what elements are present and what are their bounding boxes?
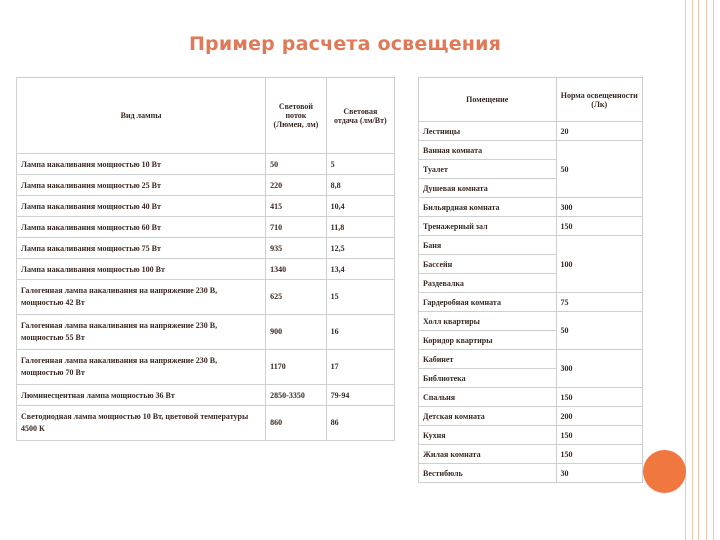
table-row	[419, 407, 643, 426]
norm-value-cell: 30	[556, 464, 643, 483]
lamp-flux-cell: 2850-3350	[266, 385, 327, 406]
lamp-type-cell: Галогенная лампа накаливания на напряжение 230 В, мощностью 55 Вт	[17, 315, 266, 350]
lamp-header-type: Вид лампы	[17, 78, 266, 154]
illuminance-norm-table	[418, 77, 643, 483]
lamp-efficacy-cell: 79-94	[326, 385, 394, 406]
lamp-flux-cell: 220	[266, 175, 327, 196]
table-row	[17, 280, 395, 315]
table-row	[17, 196, 395, 217]
room-name-cell: Баня	[419, 236, 557, 255]
norm-value-cell: 150	[556, 445, 643, 464]
lamp-flux-cell: 935	[266, 238, 327, 259]
table-row	[17, 217, 395, 238]
room-name-cell: Вестибюль	[419, 464, 557, 483]
room-name-cell: Раздевалка	[419, 274, 557, 293]
room-name-cell: Кабинет	[419, 350, 557, 369]
norm-value-cell: 300	[556, 350, 643, 388]
table-row	[419, 122, 643, 141]
lamp-flux-cell: 1170	[266, 350, 327, 385]
room-name-cell: Спальня	[419, 388, 557, 407]
table-row	[419, 293, 643, 312]
lamp-header-flux: Световой поток (Люмен, лм)	[266, 78, 327, 154]
lamp-efficacy-cell: 11,8	[326, 217, 394, 238]
norm-value-cell: 75	[556, 293, 643, 312]
page-title: Пример расчета освещения	[188, 33, 502, 55]
lamp-type-cell: Лампа накаливания мощностью 60 Вт	[17, 217, 266, 238]
table-row	[419, 217, 643, 236]
room-name-cell: Кухня	[419, 426, 557, 445]
lamp-efficacy-cell: 15	[326, 280, 394, 315]
lamp-efficacy-cell: 16	[326, 315, 394, 350]
table-row	[17, 385, 395, 406]
lamp-flux-cell: 415	[266, 196, 327, 217]
lamp-type-cell: Светодиодная лампа мощностью 10 Вт, цветовой температуры 4500 К	[17, 406, 266, 441]
lamp-table-header-row	[17, 78, 395, 154]
lamp-type-cell: Лампа накаливания мощностью 100 Вт	[17, 259, 266, 280]
lamp-flux-cell: 1340	[266, 259, 327, 280]
lamp-efficacy-cell: 17	[326, 350, 394, 385]
norm-table-header-row	[419, 78, 643, 122]
lamp-efficacy-cell: 86	[326, 406, 394, 441]
table-row	[419, 426, 643, 445]
room-name-cell: Гардеробная комната	[419, 293, 557, 312]
lamp-type-cell: Люминесцентная лампа мощностью 36 Вт	[17, 385, 266, 406]
room-name-cell: Тренажерный зал	[419, 217, 557, 236]
norm-value-cell: 50	[556, 312, 643, 350]
lamp-efficacy-cell: 10,4	[326, 196, 394, 217]
table-row	[419, 312, 643, 331]
room-name-cell: Холл квартиры	[419, 312, 557, 331]
lamp-efficacy-cell: 12,5	[326, 238, 394, 259]
lamp-flux-cell: 625	[266, 280, 327, 315]
table-row	[419, 388, 643, 407]
norm-value-cell: 150	[556, 388, 643, 407]
table-row	[419, 445, 643, 464]
lamp-table	[16, 77, 395, 441]
room-name-cell: Бильярдная комната	[419, 198, 557, 217]
table-row	[17, 238, 395, 259]
room-name-cell: Туалет	[419, 160, 557, 179]
room-name-cell: Коридор квартиры	[419, 331, 557, 350]
room-name-cell: Ванная комната	[419, 141, 557, 160]
room-name-cell: Душевая комната	[419, 179, 557, 198]
norm-value-cell: 50	[556, 141, 643, 198]
norm-header-room: Помещение	[419, 78, 557, 122]
table-row	[419, 198, 643, 217]
decorative-frame	[685, 0, 720, 540]
lamp-flux-cell: 50	[266, 154, 327, 175]
lamp-header-efficacy: Световая отдача (лм/Вт)	[326, 78, 394, 154]
lamp-efficacy-cell: 13,4	[326, 259, 394, 280]
norm-value-cell: 150	[556, 217, 643, 236]
room-name-cell: Жилая комната	[419, 445, 557, 464]
lamp-flux-cell: 900	[266, 315, 327, 350]
table-row	[17, 315, 395, 350]
room-name-cell: Детская комната	[419, 407, 557, 426]
table-row	[17, 175, 395, 196]
norm-value-cell: 100	[556, 236, 643, 293]
room-name-cell: Бассейн	[419, 255, 557, 274]
table-row	[419, 141, 643, 160]
room-name-cell: Лестницы	[419, 122, 557, 141]
lamp-efficacy-cell: 5	[326, 154, 394, 175]
lamp-type-cell: Галогенная лампа накаливания на напряжение 230 В, мощностью 42 Вт	[17, 280, 266, 315]
table-row	[17, 406, 395, 441]
table-row	[17, 259, 395, 280]
lamp-type-cell: Лампа накаливания мощностью 10 Вт	[17, 154, 266, 175]
norm-value-cell: 20	[556, 122, 643, 141]
lamp-type-cell: Лампа накаливания мощностью 75 Вт	[17, 238, 266, 259]
lamp-flux-cell: 710	[266, 217, 327, 238]
norm-header-norm: Норма освещенности (Лк)	[556, 78, 643, 122]
decorative-circle	[643, 450, 686, 493]
lamp-flux-cell: 860	[266, 406, 327, 441]
table-row	[419, 464, 643, 483]
lamp-type-cell: Лампа накаливания мощностью 40 Вт	[17, 196, 266, 217]
lamp-efficacy-cell: 8,8	[326, 175, 394, 196]
lamp-type-cell: Лампа накаливания мощностью 25 Вт	[17, 175, 266, 196]
room-name-cell: Библиотека	[419, 369, 557, 388]
norm-value-cell: 200	[556, 407, 643, 426]
table-row	[419, 236, 643, 255]
table-row	[419, 350, 643, 369]
norm-value-cell: 150	[556, 426, 643, 445]
table-row	[17, 350, 395, 385]
norm-value-cell: 300	[556, 198, 643, 217]
table-row	[17, 154, 395, 175]
lamp-type-cell: Галогенная лампа накаливания на напряжение 230 В, мощностью 70 Вт	[17, 350, 266, 385]
